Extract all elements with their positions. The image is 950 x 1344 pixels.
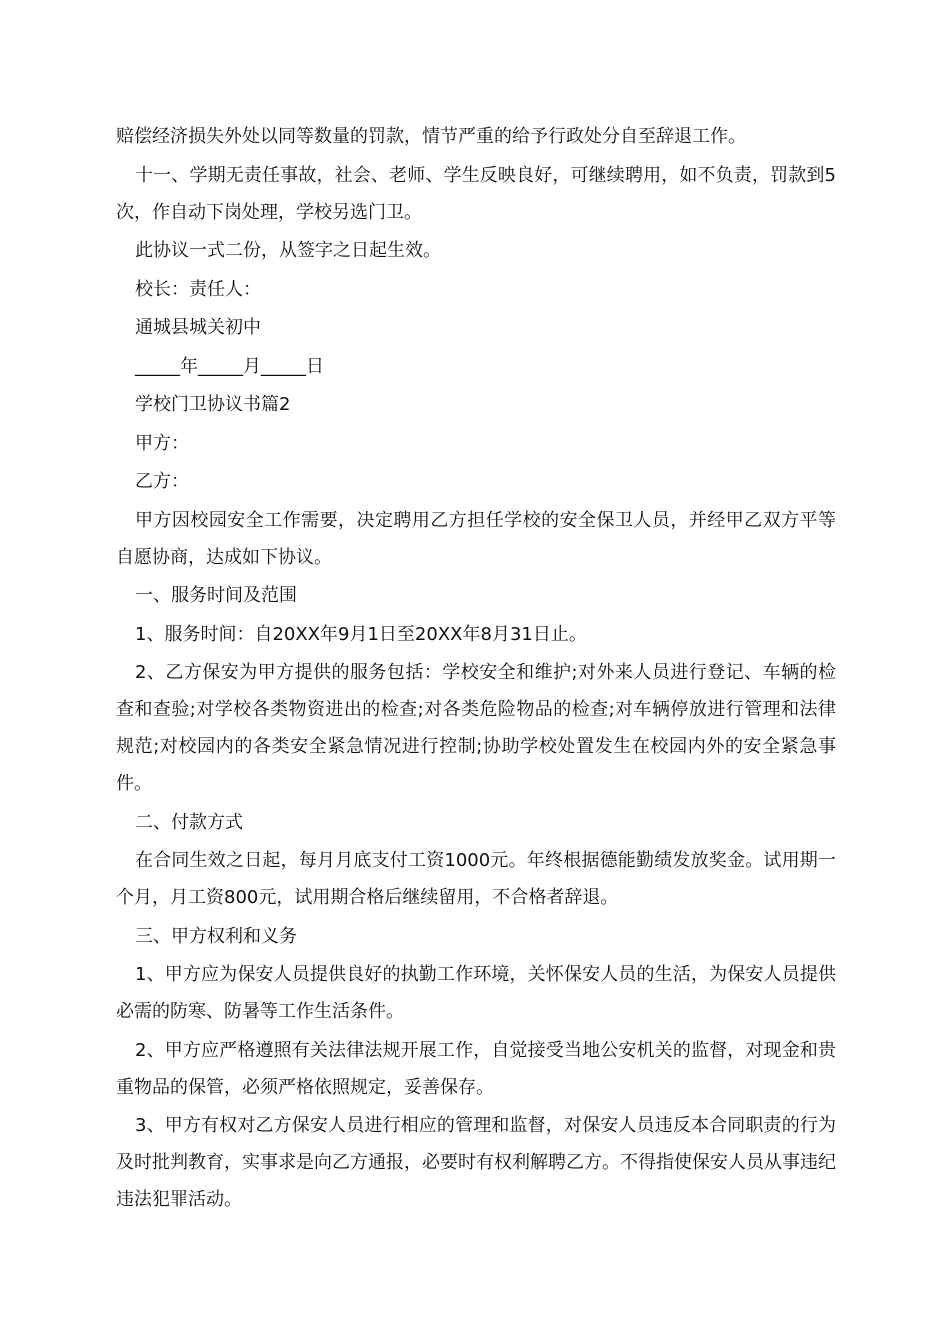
heading-payment-method: 二、付款方式 (135, 811, 243, 833)
paragraph-service-time: 1、服务时间：自20XX年9月1日至20XX年8月31日止。 (135, 623, 587, 645)
party-a-label: 甲方： (135, 432, 189, 454)
section-title-agreement-2: 学校门卫协议书篇2 (135, 394, 291, 415)
signature-principal-responsible: 校长：责任人： (135, 278, 261, 300)
paragraph-party-a-duty-1: 1、甲方应为保安人员提供良好的执勤工作环境，关怀保安人员的生活，为保安人员提供必需的防寒、防暑等工作生活条件。 (116, 964, 836, 1022)
heading-service-time-scope: 一、服务时间及范围 (135, 585, 297, 606)
paragraph-payment-details: 在合同生效之日起，每月月底支付工资1000元。年终根据德能勤绩发放奖金。试用期一个月，月工资800元，试用期合格后继续留用，不合格者辞退。 (116, 850, 836, 908)
paragraph-agreement-intro: 甲方因校园安全工作需要，决定聘用乙方担任学校的安全保卫人员，并经甲乙双方平等自愿协商，达成如下协议。 (116, 509, 836, 568)
document-page (116, 118, 836, 1220)
paragraph-effective-date: 此协议一式二份，从签字之日起生效。 (135, 240, 441, 261)
signature-school-name: 通城县城关初中 (135, 317, 261, 338)
paragraph-party-a-duty-3: 3、甲方有权对乙方保安人员进行相应的管理和监督，对保安人员违反本合同职责的行为及时批判教育，实事求是向乙方通报，必要时有权利解聘乙方。不得指使保安人员从事违纪违法犯罪活动。 (116, 1115, 836, 1210)
party-b-label: 乙方： (135, 471, 189, 492)
paragraph-party-a-duty-2: 2、甲方应严格遵照有关法律法规开展工作，自觉接受当地公安机关的监督，对现金和贵重物品的保管，必须严格依照规定，妥善保存。 (116, 1039, 836, 1098)
paragraph-compensation-clause: 赔偿经济损失外处以同等数量的罚款，情节严重的给予行政处分自至辞退工作。 (116, 126, 746, 147)
heading-party-a-rights: 三、甲方权利和义务 (135, 925, 297, 947)
paragraph-clause-eleven: 十一、学期无责任事故，社会、老师、学生反映良好，可继续聘用，如不负责，罚款到5次，作自动下岗处理，学校另选门卫。 (116, 164, 836, 223)
signature-date-blank: _____年_____月_____日 (135, 355, 324, 377)
paragraph-service-contents: 2、乙方保安为甲方提供的服务包括：学校安全和维护;对外来人员进行登记、车辆的检查和查验;对学校各类物资进出的检查;对各类危险物品的检查;对车辆停放进行管理和法律规范;对校园内的各类安全紧急情况进行控制;协助学校处置发生在校园内外的安全紧急事件。 (116, 662, 836, 794)
